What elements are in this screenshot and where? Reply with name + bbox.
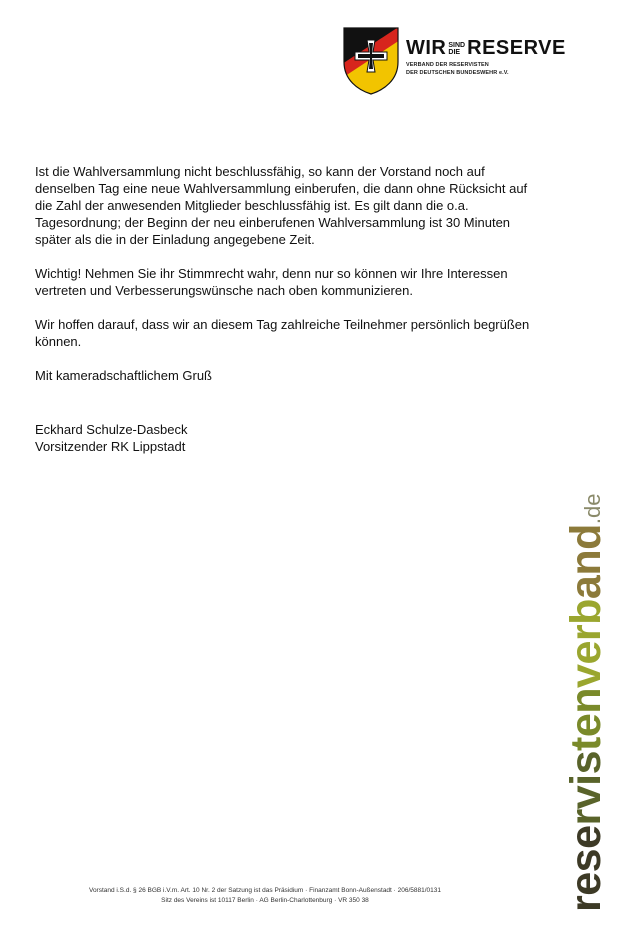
signature-space xyxy=(35,401,535,421)
footer-legal xyxy=(30,886,500,906)
iron-cross-shield-icon xyxy=(342,26,400,96)
paragraph-quorum: Ist die Wahlversammlung nicht beschlussfähig, so kann der Vorstand noch auf denselben Tag eine neue Wahlversammlung einberufen, die dann ohne Rücksicht auf die Zahl der anwesenden Mitglieder beschlussfähig ist. Es gilt dann die o.a. Tagesordnung; der Beginn der neu einberufenen Wahlversammlung ist 30 Minuten später als die in der Einladung angegebene Zeit. xyxy=(35,164,528,247)
side-brand-letter: e xyxy=(562,872,610,896)
side-brand-letter: d xyxy=(562,524,610,550)
side-brand-letter: n xyxy=(562,687,610,714)
header-logo xyxy=(342,26,582,98)
side-brand-letter: r xyxy=(562,809,610,826)
side-brand-main xyxy=(562,524,610,912)
paragraph-hope: Wir hoffen darauf, dass wir an diesem Tag zahlreiche Teilnehmer persönlich begrüßen können. xyxy=(35,317,530,349)
signer-title: Vorsitzender RK Lippstadt xyxy=(35,439,186,454)
brand-word-die: DIE xyxy=(448,49,461,56)
side-brand-letter: i xyxy=(562,774,610,786)
side-brand-letter: r xyxy=(562,895,610,912)
brand-wordmark xyxy=(406,36,586,77)
footer-line1: Vorstand i.S.d. § 26 BGB i.V.m. Art. 10 Nr. 2 der Satzung ist das Präsidium · Finanzamt Bonn-Außenstadt · 206/5881/0131 xyxy=(88,887,442,894)
brand-word-reserve: RESERVE xyxy=(467,37,566,59)
side-brand-letter: s xyxy=(562,848,610,873)
closing-greeting: Mit kameradschaftlichem Gruß xyxy=(35,368,212,383)
side-brand-suffix: .de xyxy=(580,493,605,525)
paragraph-important: Wichtig! Nehmen Sie ihr Stimmrecht wahr, denn nur so können wir Ihre Interessen vertreten und Verbesserungswünsche nach oben kommunizieren. xyxy=(35,266,508,298)
side-brand-letter: v xyxy=(562,664,610,688)
brand-subtitle-line2: DER DEUTSCHEN BUNDESWEHR e.V. xyxy=(406,70,509,76)
side-brand-letter: e xyxy=(562,825,610,849)
side-brand-letter: n xyxy=(562,549,610,576)
side-brand-letter: t xyxy=(562,737,610,751)
brand-word-sind: SIND xyxy=(448,42,466,49)
side-brand-letter: r xyxy=(562,624,610,642)
signer-name: Eckhard Schulze-Dasbeck xyxy=(35,422,188,437)
side-brand-letter: a xyxy=(562,575,610,600)
side-brand-letter: e xyxy=(562,713,610,738)
footer-line2: Sitz des Vereins ist 10117 Berlin · AG Berlin-Charlottenburg · VR 350 38 xyxy=(161,897,369,904)
brand-subtitle xyxy=(406,61,586,77)
brand-word-stack xyxy=(448,42,465,56)
side-brand-letter: b xyxy=(562,599,610,625)
side-brand-letter: s xyxy=(562,750,610,775)
brand-subtitle-line1: VERBAND DER RESERVISTEN xyxy=(406,62,489,68)
brand-word-wir: WIR xyxy=(406,37,447,59)
side-brand-url xyxy=(562,493,610,913)
letter-body xyxy=(35,163,535,455)
side-brand-letter: v xyxy=(562,785,610,810)
side-brand-letter: e xyxy=(562,641,610,665)
